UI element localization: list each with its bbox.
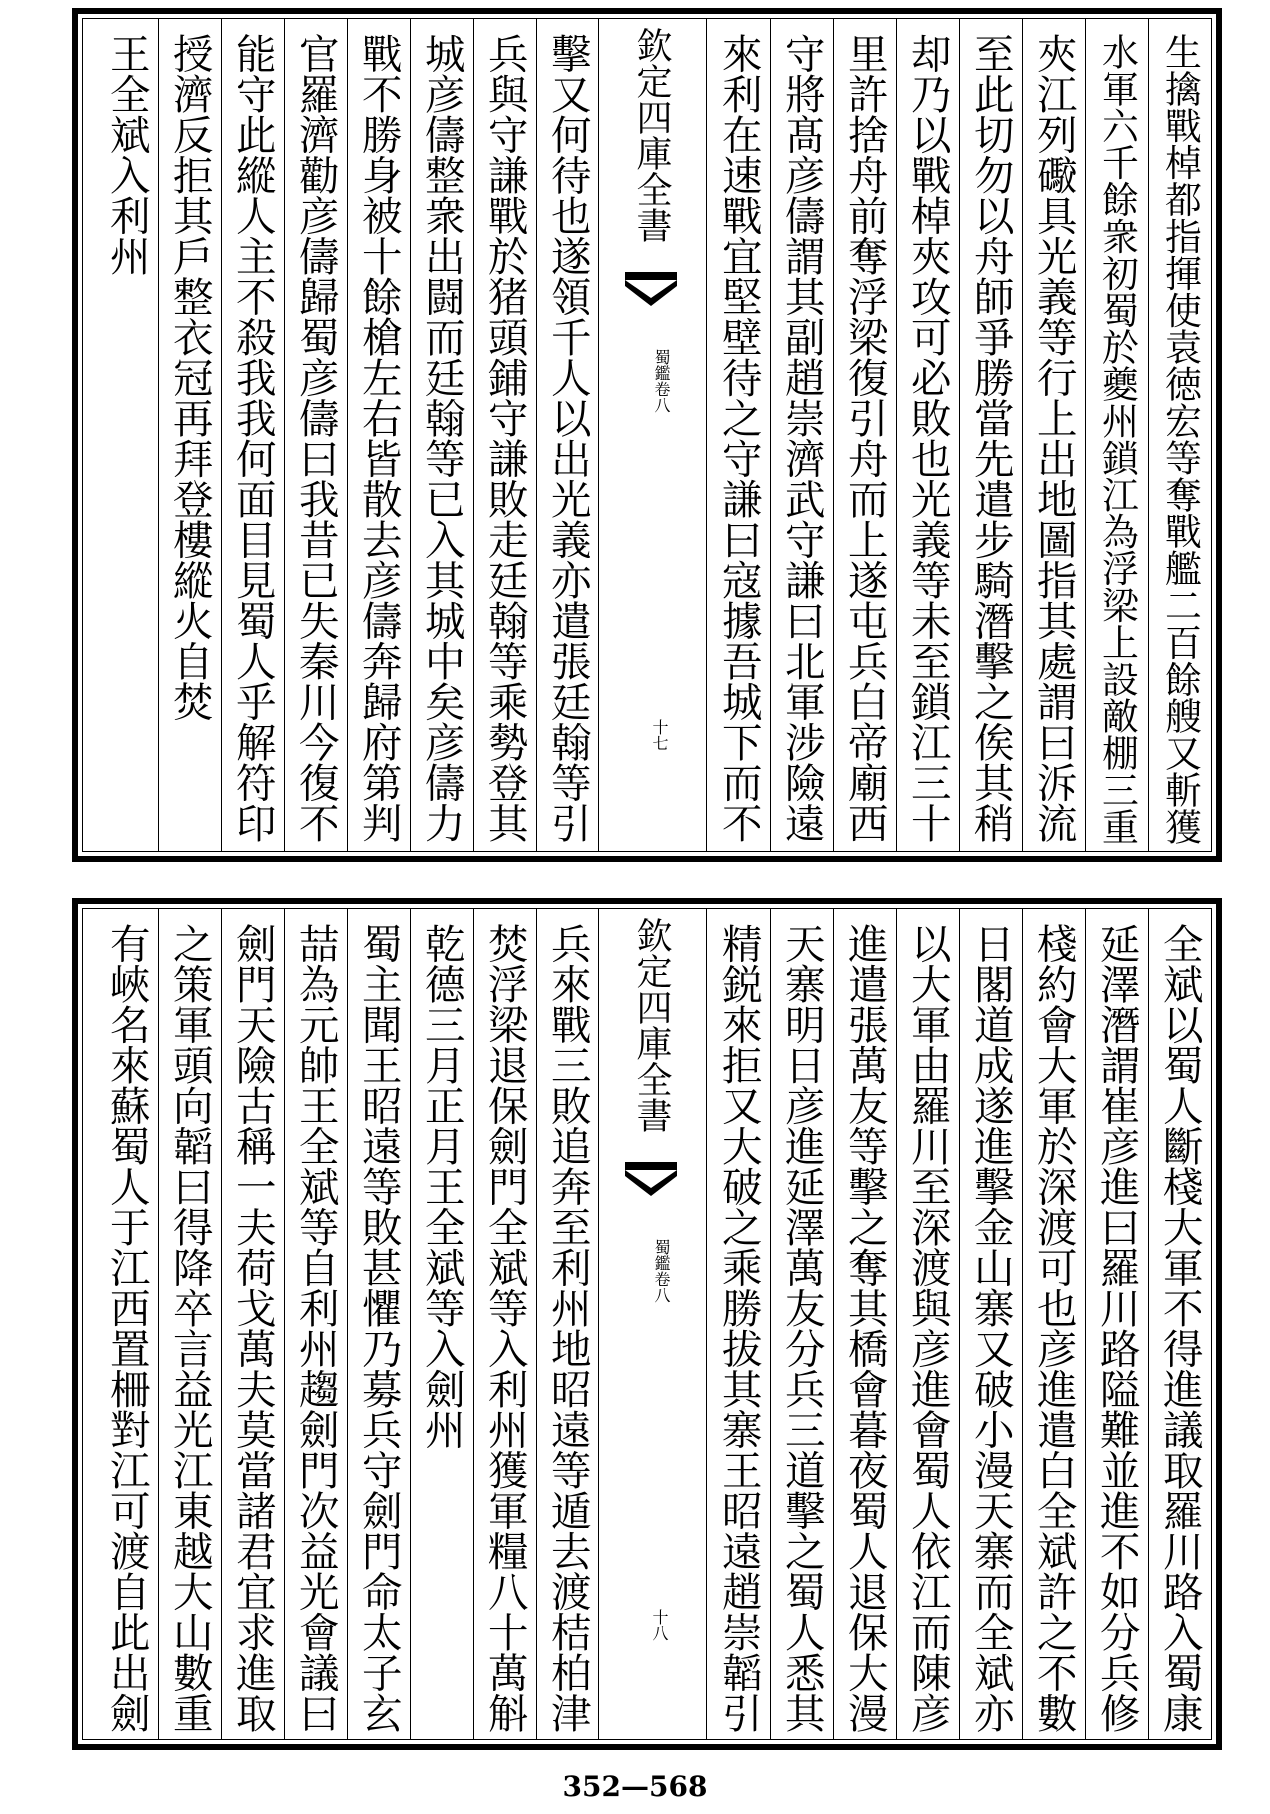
column-text: 焚浮梁退保劍門全斌等入利州獲軍糧八十萬斛 [480,923,529,1733]
column-rule [410,19,411,851]
gutter-rule [598,19,599,851]
text-column [410,19,473,851]
text-column [770,19,833,851]
column-text: 授濟反拒其戶整衣冠再拜登樓縱火自焚 [165,33,214,722]
column-rule [959,19,960,851]
column-text: 官羅濟勸彦儔歸蜀彦儔曰我昔已失秦川今復不 [291,33,340,843]
column-text: 却乃以戰棹夾攻可必敗也光義等未至鎖江三十 [903,33,952,843]
page-number: 352—568 [562,1770,708,1803]
column-rule [221,19,222,851]
column-rule [473,909,474,1739]
gutter-title: 欽定四庫全書 [631,27,672,243]
column-text: 蜀主聞王昭遠等敗甚懼乃募兵守劍門命太子玄 [354,923,403,1733]
column-rule [158,909,159,1739]
text-column [221,909,284,1739]
column-text: 城彦儔整衆出闘而廷翰等已入其城中矣彦儔力 [417,33,466,843]
column-text: 精鋭來拒又大破之乘勝拔其寨王昭遠趙崇韜引 [714,923,763,1733]
text-column [95,909,158,1739]
column-rule [770,19,771,851]
column-rule [896,909,897,1739]
text-column [833,19,896,851]
text-column [1022,909,1085,1739]
folio-number: 十八 [650,1609,669,1641]
text-column [284,909,347,1739]
column-text: 生擒戰棹都指揮使袁徳宏等奪戰艦二百餘艘又斬獲 [1158,33,1202,845]
top-page [72,8,1222,862]
column-rule [473,19,474,851]
column-text: 劍門天險古稱一夫荷戈萬夫莫當諸君宜求進取 [228,923,277,1733]
column-text: 有峽名來蘇蜀人于江西置柵對江可渡自此出劍 [102,923,151,1733]
text-column [95,19,158,851]
bottom-right-half [706,909,1211,1739]
text-column [473,19,536,851]
text-column [284,19,347,851]
text-column [896,19,959,851]
column-text: 戰不勝身被十餘槍左右皆散去彦儔奔歸府第判 [354,33,403,843]
column-rule [221,909,222,1739]
text-column [1085,19,1148,851]
gutter-rule [706,909,707,1739]
column-rule [410,909,411,1739]
column-text: 天寨明日彦進延澤萬友分兵三道擊之蜀人悉其 [777,923,826,1733]
column-rule [347,909,348,1739]
text-column [158,19,221,851]
text-column [410,909,473,1739]
column-rule [1022,909,1023,1739]
column-rule [536,909,537,1739]
column-rule [284,19,285,851]
volume-line: 卷八 [652,381,671,413]
text-column [896,909,959,1739]
column-text: 日閣道成遂進擊金山寨又破小漫天寨而全斌亦 [966,923,1015,1733]
column-text: 里許捨舟前奪浮梁復引舟而上遂屯兵白帝廟西 [840,33,889,843]
gutter-rule [598,909,599,1739]
text-column [707,909,770,1739]
volume-line: 蜀鑑 [652,1239,671,1271]
column-rule [347,19,348,851]
column-text: 兵來戰三敗追奔至利州地昭遠等遁去渡桔柏津 [543,923,592,1733]
text-column [536,909,599,1739]
column-text: 之策軍頭向韜曰得降卒言益光江東越大山數重 [165,923,214,1733]
text-column [347,19,410,851]
column-rule [536,19,537,851]
column-rule [158,19,159,851]
gutter-rule [706,19,707,851]
column-rule [1085,909,1086,1739]
text-column [473,909,536,1739]
text-column [770,909,833,1739]
top-page-frame [82,18,1212,852]
volume-line: 卷八 [652,1271,671,1303]
bottom-page-gutter [599,909,703,1739]
text-column [221,19,284,851]
text-column [536,19,599,851]
text-column [1022,19,1085,851]
column-text: 延澤潛謂崔彦進曰羅川路隘難並進不如分兵修 [1092,923,1141,1733]
column-text: 以大軍由羅川至深渡與彦進會蜀人依江而陳彦 [903,923,952,1733]
top-left-half [83,19,599,851]
bottom-page [72,898,1222,1750]
column-text: 能守此縱人主不殺我我何面目見蜀人乎解符印 [228,33,277,843]
column-rule [1022,19,1023,851]
volume-label [635,1239,669,1303]
column-text: 進遣張萬友等擊之奪其橋會暮夜蜀人退保大漫 [840,923,889,1733]
column-text: 擊又何待也遂領千人以出光義亦遣張廷翰等引 [543,33,592,843]
text-column [959,909,1022,1739]
column-rule [770,909,771,1739]
column-rule [896,19,897,851]
column-text: 全斌以蜀人斷棧大軍不得進議取羅川路入蜀康 [1155,923,1204,1733]
column-rule [1085,19,1086,851]
column-text: 兵與守謙戰於猪頭鋪守謙敗走廷翰等乘勢登其 [480,33,529,843]
text-column [1085,909,1148,1739]
column-rule [833,19,834,851]
column-text: 守將髙彦儔謂其副趙崇濟武守謙曰北軍涉險遠 [777,33,826,843]
bottom-left-half [83,909,599,1739]
column-rule [833,909,834,1739]
top-page-gutter [599,19,703,851]
text-column [1148,19,1211,851]
column-text: 水軍六千餘衆初蜀於夔州鎖江為浮梁上設敵棚三重 [1095,33,1139,845]
text-column [833,909,896,1739]
column-text: 來利在速戰宜堅壁待之守謙曰寇據吾城下而不 [714,33,763,843]
top-right-half [706,19,1211,851]
text-column [1148,909,1211,1739]
folio-number: 十七 [650,719,669,751]
column-text: 至此切勿以舟師爭勝當先遣步騎潛擊之俟其稍 [966,33,1015,843]
bottom-page-frame [82,908,1212,1740]
column-text: 夾江列礮具光義等行上出地圖指其處謂曰泝流 [1029,33,1078,843]
column-rule [959,909,960,1739]
column-rule [1148,19,1149,851]
text-column [707,19,770,851]
fishtail-icon [625,1162,677,1198]
column-text: 棧約會大軍於深渡可也彦進遣白全斌許之不數 [1029,923,1078,1733]
text-column [158,909,221,1739]
text-column [959,19,1022,851]
column-text: 乾德三月正月王全斌等入劍州 [417,923,466,1450]
volume-label [635,349,669,413]
volume-line: 蜀鑑 [652,349,671,381]
column-rule [284,909,285,1739]
column-text: 王全斌入利州 [102,33,151,276]
gutter-title: 欽定四庫全書 [631,917,672,1133]
column-rule [1148,909,1149,1739]
column-text: 喆為元帥王全斌等自利州趨劍門次益光會議曰 [291,923,340,1733]
fishtail-icon [625,272,677,308]
text-column [347,909,410,1739]
